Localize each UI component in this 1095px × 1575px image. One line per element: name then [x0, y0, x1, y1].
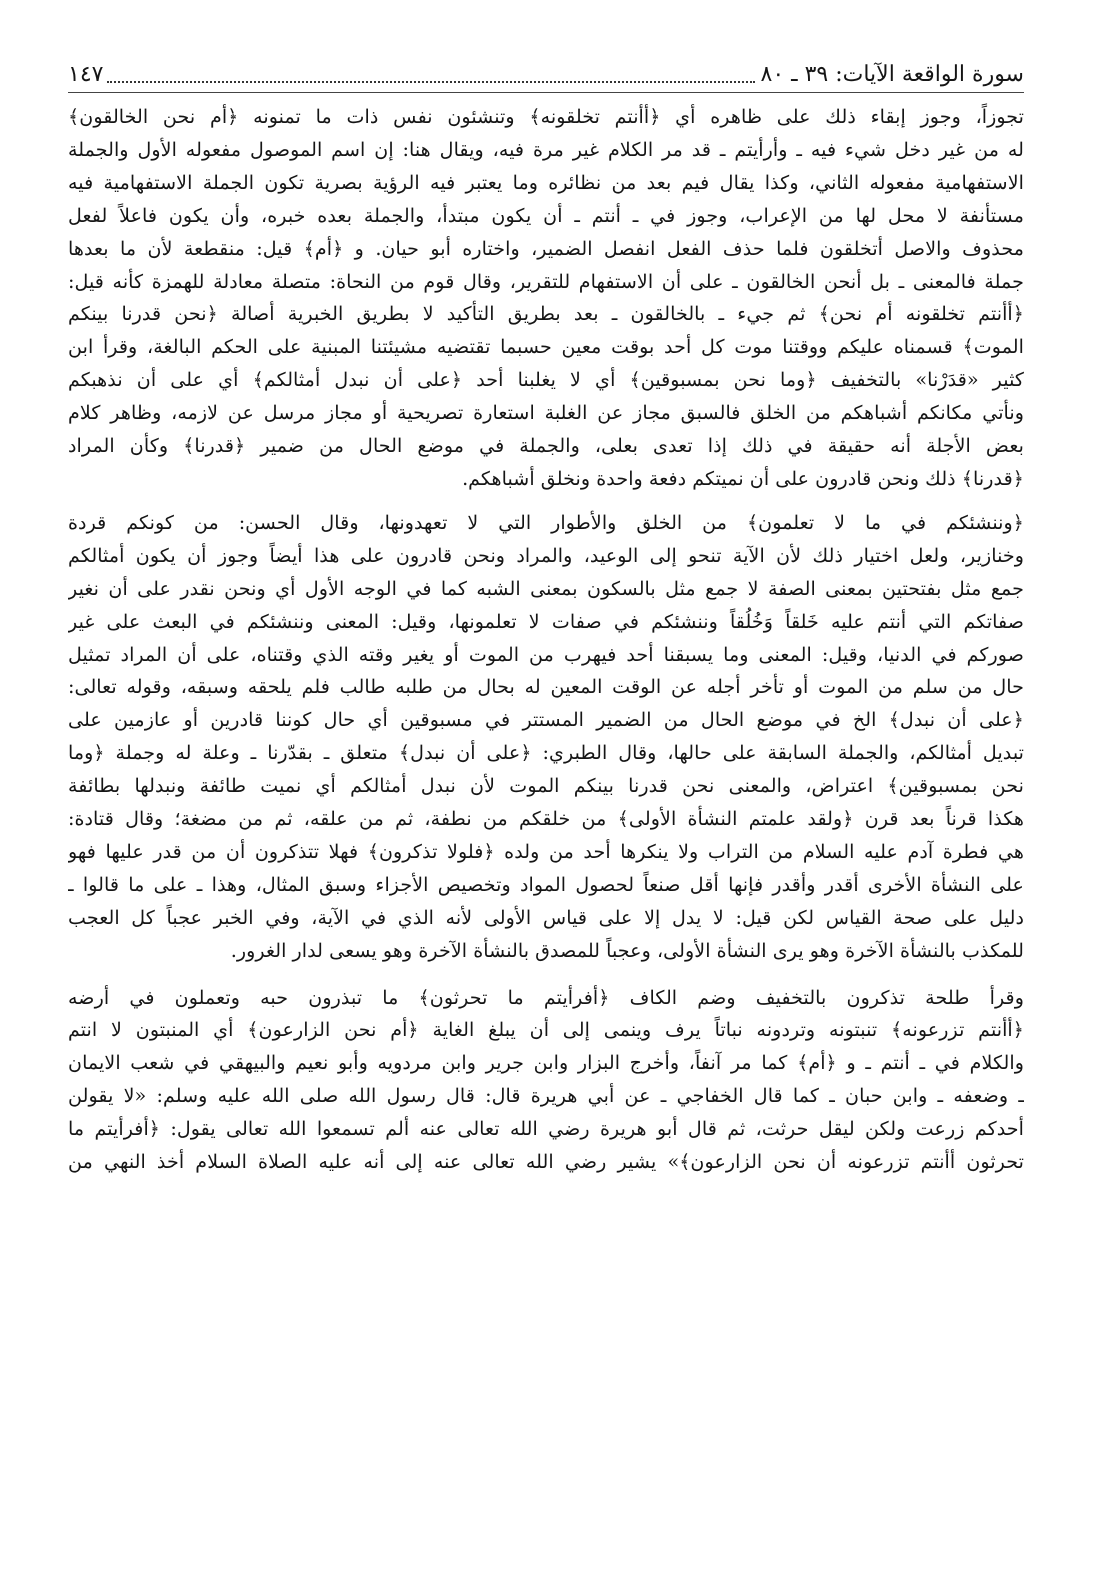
paragraph-2 [68, 507, 1024, 968]
text-line: الموت﴾ قسمناه عليكم ووقتنا موت كل أحد بوقت معين حسبما تقتضيه مشيئتنا المبنية على الحكم البالغة، وقرأ ابن [68, 335, 1024, 359]
text-line: ﴿وننشئكم في ما لا تعلمون﴾ من الخلق والأطوار التي لا تعهدونها، وقال الحسن: من كونكم قردة [68, 510, 1024, 534]
text-line: بعض الأجلة أنه حقيقة في ذلك إذا تعدى بعلى، والجملة في موضع الحال من ضمير ﴿قدرنا﴾ وكأن المراد [68, 434, 1024, 458]
running-header [68, 58, 1024, 90]
text-line: ونأتي مكانكم أشباهكم من الخلق فالسبق مجاز عن الغلبة استعارة تصريحية أو مجاز مرسل عن لازمه، وظاهر كلام [68, 401, 1024, 425]
text-line: حال من سلم من الموت أو تأخر أجله عن الوقت المعين له بحال من طلبه طالب فلم يلحقه وسبقه، وقوله تعالى: [68, 675, 1024, 699]
text-line: محذوف والاصل أتخلقون فلما حذف الفعل انفصل الضمير، واختاره أبو حيان. و ﴿أم﴾ قيل: منقطعة لأن ما بعدها [68, 236, 1024, 260]
header-title: سورة الواقعة الآيات: ٣٩ ـ ٨٠ [760, 62, 1024, 87]
text-line: مستأنفة لا محل لها من الإعراب، وجوز في ـ أنتم ـ أن يكون مبتدأ، والجملة بعده خبره، وأن يكون فاعلاً لفعل [68, 203, 1024, 227]
text-line: تجوزاً، وجوز إبقاء ذلك على ظاهره أي ﴿أأنتم تخلقونه﴾ وتنشئون نفس ذات ما تمنونه ﴿أم نحن الخالقون﴾ [68, 105, 1024, 128]
text-line: وخنازير، ولعل اختيار ذلك لأن الآية تنحو إلى الوعيد، والمراد ونحن قادرون على هذا أيضاً وجوز أن يكون أمثالكم [68, 543, 1024, 567]
text-line: تحرثون أأنتم تزرعونه أن نحن الزارعون﴾» يشير رضي الله تعالى عنه إلى أنه عليه الصلاة السلام أخذ النهي من [68, 1150, 1024, 1174]
text-line: نحن بمسبوقين﴾ اعتراض، والمعنى نحن قدرنا بينكم الموت لأن نبدل أمثالكم أي نميت طائفة ونبدلها بطائفة [68, 774, 1024, 798]
text-line: صفاتكم التي أنتم عليه خَلقاً وَخُلُقاً وننشئكم في صفات لا تعلمونها، وقيل: المعنى وننشئكم في البعث على غير [68, 609, 1024, 633]
text-line: دليل على صحة القياس لكن قيل: لا يدل إلا على قياس الأولى لأنه الذي في الآية، وفي الخبر عجباً كل العجب [68, 905, 1024, 929]
text-line: جملة فالمعنى ـ بل أنحن الخالقون ـ على أن الاستفهام للتقرير، وقال قوم من النحاة: متصلة معادلة للهمزة كأنه قيل: [68, 269, 1024, 293]
paragraph-3 [68, 982, 1024, 1179]
text-line: وقرأ طلحة تذكرون بالتخفيف وضم الكاف ﴿أفرأيتم ما تحرثون﴾ ما تبذرون حبه وتعملون في أرضه [68, 985, 1024, 1009]
text-line: ﴿على أن نبدل﴾ الخ في موضع الحال من الضمير المستتر في مسبوقين أي حال كوننا قادرين أو عازمين على [68, 708, 1024, 732]
text-line: للمكذب بالنشأة الآخرة وهو يرى النشأة الأولى، وعجباً للمصدق بالنشأة الآخرة وهو يسعى لدار الغرور. [230, 938, 1024, 962]
text-line: جمع مثل بفتحتين بمعنى الصفة لا جمع مثل بالسكون بمعنى الشبه كما في الوجه الأول أي ونحن نقدر على أن نغير [68, 576, 1024, 600]
text-line: ﴿قدرنا﴾ ذلك ونحن قادرون على أن نميتكم دفعة واحدة ونخلق أشباهكم. [462, 466, 1024, 490]
text-line: هكذا قرناً بعد قرن ﴿ولقد علمتم النشأة الأولى﴾ من خلقكم من نطفة، ثم من علقه، ثم من مضغة؛ وقال قتادة: [68, 807, 1024, 831]
header-rule [68, 92, 1024, 93]
leader-dots [107, 81, 754, 83]
text-line: له من غير دخل شيء فيه ـ وأرأيتم ـ قد مر الكلام غير مرة فيه، ويقال هنا: إن اسم الموصول مفعوله الأول والجملة [68, 137, 1024, 161]
page-number: ١٤٧ [68, 62, 104, 87]
text-line: أحدكم زرعت ولكن ليقل حرثت، ثم قال أبو هريرة رضي الله تعالى عنه ألم تسمعوا الله تعالى يقول: ﴿أفرأيتم ما [68, 1117, 1024, 1141]
text-line: والكلام في ـ أنتم ـ و ﴿أم﴾ كما مر آنفاً، وأخرج البزار وابن جرير وابن مردويه وأبو نعيم والبيهقي في شعب الايمان [68, 1051, 1024, 1075]
text-line: الاستفهامية مفعوله الثاني، وكذا يقال فيم بعد من نظائره وما يعتبر فيه الرؤية بصرية تكون الجملة الاستفهامية فيه [68, 170, 1024, 194]
text-line: هي فطرة آدم عليه السلام من التراب ولا ينكرها أحد من ولده ﴿فلولا تذكرون﴾ فهلا تتذكرون أن من قدر عليها فهو [68, 839, 1024, 863]
text-line: ـ وضعفه ـ وابن حبان ـ كما قال الخفاجي ـ عن أبي هريرة قال: قال رسول الله صلى الله عليه وسلم: «لا يقولن [68, 1084, 1024, 1108]
text-line: ﴿أأنتم تخلقونه أم نحن﴾ ثم جيء ـ بالخالقون ـ بعد بطريق التأكيد لا بطريق الخبرية أصالة ﴿نحن قدرنا بينكم [68, 302, 1024, 326]
text-line: على النشأة الأخرى أقدر وأقدر فإنها أقل صنعاً لحصول المواد وتخصيص الأجزاء وسبق المثال، وهذا ـ على ما قالوا ـ [68, 872, 1024, 896]
text-line: كثير «قدَرْنا» بالتخفيف ﴿وما نحن بمسبوقين﴾ أي لا يغلبنا أحد ﴿على أن نبدل أمثالكم﴾ أي على أن نذهبكم [68, 368, 1024, 392]
text-line: ﴿أأنتم تزرعونه﴾ تنبتونه وتردونه نباتاً يرف وينمى إلى أن يبلغ الغاية ﴿أم نحن الزارعون﴾ أي المنبتون لا انتم [68, 1018, 1024, 1042]
text-line: صوركم في الدنيا، وقيل: المعنى وما يسبقنا أحد فيهرب من الموت أو يغير وقته الذي وقتناه، على أن المراد تمثيل [68, 642, 1024, 666]
page [68, 58, 1024, 1179]
text-line: تبديل أمثالكم، والجملة السابقة على حالها، وقال الطبري: ﴿على أن نبدل﴾ متعلق ـ بقدّرنا ـ وعلة له وجملة ﴿وما [68, 741, 1024, 765]
paragraph-1 [68, 101, 1024, 496]
